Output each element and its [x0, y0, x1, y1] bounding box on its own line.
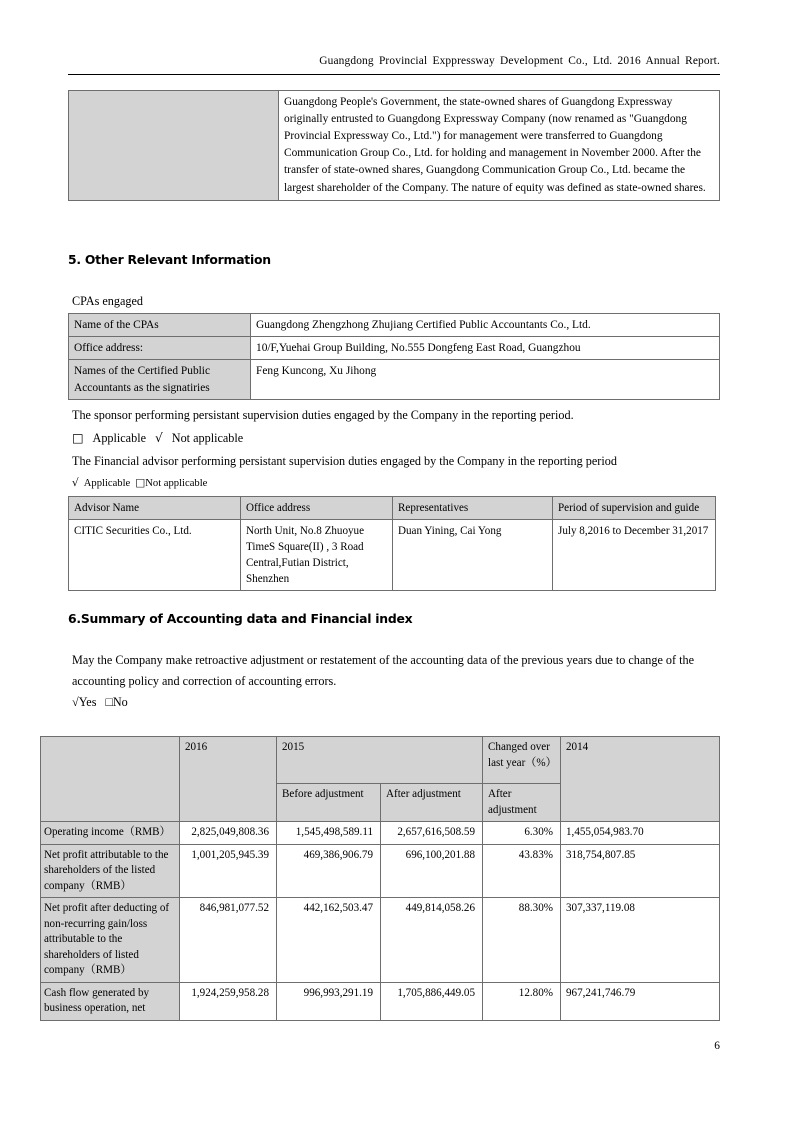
- fin-header-blank: [41, 737, 180, 822]
- fin-cell-2014: 318,754,807.85: [561, 844, 720, 898]
- table-row: [41, 982, 720, 1020]
- table-header-row: [69, 497, 716, 520]
- header-rule: [68, 74, 720, 75]
- table-row: [69, 314, 720, 337]
- table-row: [69, 520, 716, 591]
- yes-no-line: [72, 695, 128, 710]
- running-header: Guangdong Provincial Exppressway Development Co., Ltd. 2016 Annual Report.: [319, 55, 720, 67]
- fin-cell-2015-after: 2,657,616,508.59: [381, 822, 483, 845]
- checkmark-icon[interactable]: √: [72, 695, 79, 709]
- advisor-cell-period: July 8,2016 to December 31,2017: [553, 520, 716, 591]
- yes-label: Yes: [78, 695, 97, 709]
- cpa-table: [68, 313, 720, 400]
- cpa-label-address: Office address:: [69, 337, 251, 360]
- advisor-col-period: Period of supervision and guide: [553, 497, 716, 520]
- fin-row-label: Net profit attributable to the shareholders of the listed company（RMB）: [41, 844, 180, 898]
- section-5-heading: 5. Other Relevant Information: [68, 252, 271, 267]
- fin-header-after-adjustment: After adjustment: [381, 784, 483, 822]
- fin-header-change: Changed over last year（%）: [483, 737, 561, 784]
- retroactive-adjustment-paragraph: May the Company make retroactive adjustment or restatement of the accounting data of the previous years due to change of the accounting policy and correction of accounting errors.: [72, 653, 695, 688]
- table-row: [41, 844, 720, 898]
- fin-cell-change: 6.30%: [483, 822, 561, 845]
- advisor-col-name: Advisor Name: [69, 497, 241, 520]
- advisor-col-address: Office address: [241, 497, 393, 520]
- fin-cell-2016: 846,981,077.52: [180, 898, 277, 983]
- advisor-cell-address: North Unit, No.8 Zhuoyue TimeS Square(II) , 3 Road Central,Futian District, Shenzhen: [241, 520, 393, 591]
- cpa-label-signatories: Names of the Certified Public Accountants as the signatiries: [69, 360, 251, 399]
- fin-header-2014: 2014: [561, 737, 720, 822]
- fin-cell-2014: 307,337,119.08: [561, 898, 720, 983]
- cpa-value-address: 10/F,Yuehai Group Building, No.555 Dongfeng East Road, Guangzhou: [251, 337, 720, 360]
- fin-cell-2016: 2,825,049,808.36: [180, 822, 277, 845]
- shareholder-note-table: [68, 90, 720, 201]
- fin-cell-2016: 1,924,259,958.28: [180, 982, 277, 1020]
- section-6-heading: 6.Summary of Accounting data and Financial index: [68, 611, 413, 626]
- sponsor-not-applicable-label: Not applicable: [171, 431, 244, 445]
- checkmark-icon[interactable]: √: [155, 431, 163, 445]
- fin-cell-2016: 1,001,205,945.39: [180, 844, 277, 898]
- checkmark-icon[interactable]: √: [72, 477, 79, 489]
- financial-advisor-applicability-line: [72, 475, 720, 492]
- cpa-value-name: Guangdong Zhengzhong Zhujiang Certified Public Accountants Co., Ltd.: [251, 314, 720, 337]
- fin-cell-2015-after: 1,705,886,449.05: [381, 982, 483, 1020]
- advisor-cell-name: CITIC Securities Co., Ltd.: [69, 520, 241, 591]
- table-header-row: [41, 737, 720, 784]
- no-label: No: [112, 695, 128, 709]
- table-row: [69, 360, 720, 399]
- advisor-not-applicable-label: Not applicable: [145, 478, 208, 489]
- fin-cell-2015-before: 996,993,291.19: [277, 982, 381, 1020]
- advisor-table: [68, 496, 716, 591]
- cpa-label-name: Name of the CPAs: [69, 314, 251, 337]
- table-row: [69, 337, 720, 360]
- fin-cell-2015-before: 469,386,906.79: [277, 844, 381, 898]
- checkbox-unchecked-icon[interactable]: □: [135, 477, 146, 489]
- fin-cell-change: 12.80%: [483, 982, 561, 1020]
- table-row: [69, 91, 720, 201]
- fin-cell-change: 88.30%: [483, 898, 561, 983]
- fin-cell-change: 43.83%: [483, 844, 561, 898]
- fin-cell-2015-after: 449,814,058.26: [381, 898, 483, 983]
- cpas-engaged-label: CPAs engaged: [72, 294, 143, 308]
- financial-advisor-paragraph: The Financial advisor performing persistant supervision duties engaged by the Company in the reporting period: [72, 454, 617, 468]
- cpa-value-signatories: Feng Kuncong, Xu Jihong: [251, 360, 720, 399]
- fin-cell-2014: 1,455,054,983.70: [561, 822, 720, 845]
- checkbox-unchecked-icon[interactable]: □: [105, 695, 113, 709]
- sponsor-applicable-label: Applicable: [92, 431, 146, 445]
- fin-row-label: Cash flow generated by business operation, net: [41, 982, 180, 1020]
- fin-row-label: Net profit after deducting of non-recurring gain/loss attributable to the shareholders of listed company（RMB）: [41, 898, 180, 983]
- checkbox-unchecked-icon[interactable]: □: [72, 431, 84, 445]
- fin-cell-2015-before: 1,545,498,589.11: [277, 822, 381, 845]
- financial-summary-table: [40, 736, 720, 1021]
- shareholder-left-cell: [69, 91, 279, 201]
- fin-header-2016: 2016: [180, 737, 277, 822]
- table-row: [41, 898, 720, 983]
- sponsor-paragraph: The sponsor performing persistant supervision duties engaged by the Company in the reporting period.: [72, 408, 574, 422]
- table-row: [41, 822, 720, 845]
- sponsor-applicability-line: [72, 429, 720, 448]
- fin-row-label: Operating income（RMB）: [41, 822, 180, 845]
- fin-header-2015: 2015: [277, 737, 483, 784]
- page-number: 6: [714, 1040, 720, 1052]
- advisor-col-representatives: Representatives: [393, 497, 553, 520]
- advisor-applicable-label: Applicable: [83, 478, 131, 489]
- fin-cell-2015-after: 696,100,201.88: [381, 844, 483, 898]
- shareholder-paragraph-cell: Guangdong People's Government, the state-owned shares of Guangdong Expressway originally entrusted to Guangdong Expressway Company (now renamed as "Guangdong Provincial Expressway Co., Ltd.") for management were transferred to Guangdong Communication Group Co., Ltd. for holding and management in November 2000. After the transfer of state-owned shares, Guangdong Communication Group Co., Ltd. became the largest shareholder of the Company. The nature of equity was defined as state-owned shares.: [279, 91, 720, 201]
- fin-header-before-adjustment: Before adjustment: [277, 784, 381, 822]
- fin-cell-2015-before: 442,162,503.47: [277, 898, 381, 983]
- advisor-cell-representatives: Duan Yining, Cai Yong: [393, 520, 553, 591]
- fin-header-change-after-adjustment: After adjustment: [483, 784, 561, 822]
- fin-cell-2014: 967,241,746.79: [561, 982, 720, 1020]
